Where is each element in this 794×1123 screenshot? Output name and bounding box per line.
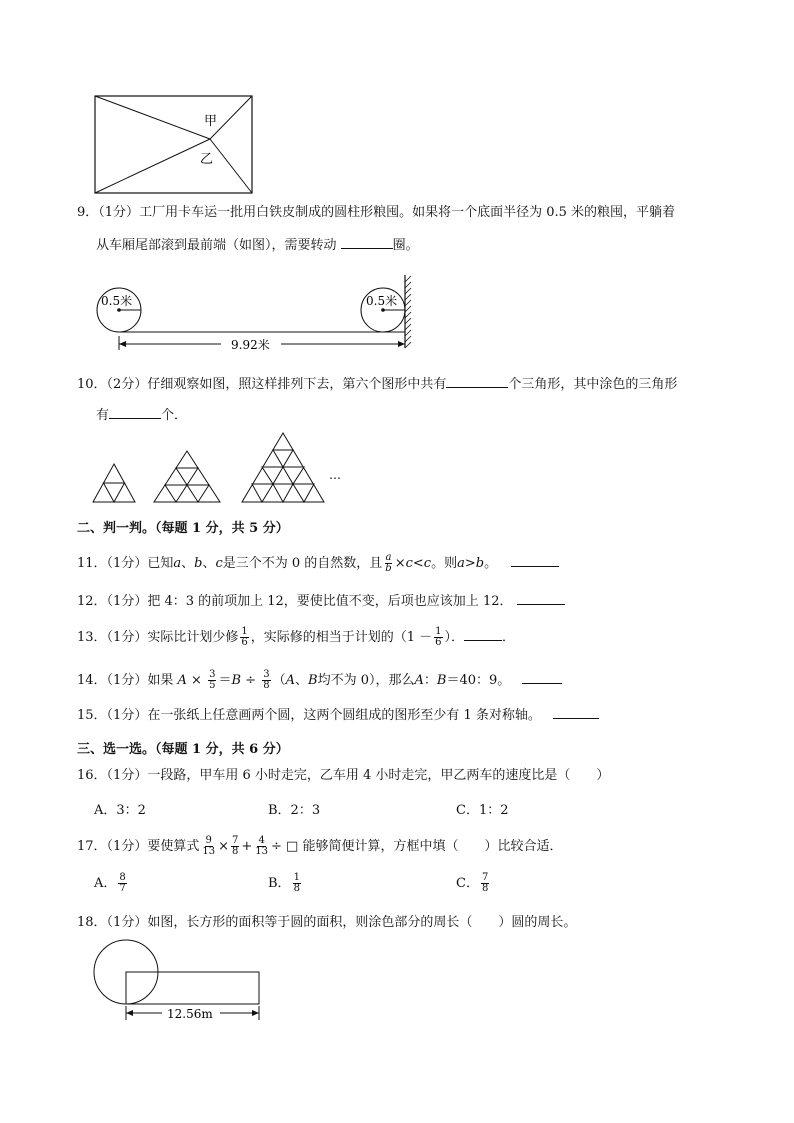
question-9-line-2: 从车厢尾部滚到最前端（如图），需要转动 圈。 xyxy=(96,238,419,253)
label-jia: 甲 xyxy=(204,114,218,129)
rectangle-triangle-figure xyxy=(94,95,254,195)
answer-blank[interactable] xyxy=(511,554,559,567)
circle-rectangle-figure xyxy=(92,938,267,1023)
section-heading-judge: 二、判一判。（每题 1 分，共 5 分） xyxy=(77,521,289,536)
option-c[interactable]: C． $\frac{7}{8}$ xyxy=(456,872,489,894)
answer-blank[interactable] xyxy=(109,406,161,419)
answer-blank[interactable] xyxy=(522,671,562,684)
option-a[interactable]: A． $\frac{8}{7}$ xyxy=(94,872,126,894)
radius-label-left: 0.5米 xyxy=(101,294,133,308)
option-c[interactable]: C．1：2 xyxy=(456,803,509,818)
triangle-pattern-figure xyxy=(92,432,352,507)
question-14: 14．（1分）如果 A × $\frac{3}{5}$ ＝B ÷ $\frac{3}{8}$ （A、B均不为 0），那么A：B＝40：9。 xyxy=(77,670,562,691)
question-11: 11．（1分）已知a、b、c是三个不为 0 的自然数，且 $\frac{a}{b}$ ×c<c。则a>b。 xyxy=(77,553,559,574)
answer-blank[interactable] xyxy=(341,236,393,249)
question-15: 15．（1分）在一张纸上任意画两个圆，这两个圆组成的图形至少有 1 条对称轴。 xyxy=(77,706,599,725)
length-label: 12.56m xyxy=(167,1007,213,1021)
question-17: 17．（1分）要使算式 $\frac{9}{13}$ × $\frac{7}{8}$ + $\frac{4}{13}$ ÷ □ 能够简便计算，方框中填（ ）比较合适． xyxy=(77,835,563,857)
label-yi: 乙 xyxy=(200,152,214,167)
option-b[interactable]: B．2：3 xyxy=(268,803,321,818)
answer-blank[interactable] xyxy=(553,706,599,719)
triangle-pattern-2 xyxy=(154,451,220,502)
radius-label-right: 0.5米 xyxy=(366,294,398,308)
option-a[interactable]: A．3：2 xyxy=(94,803,146,818)
question-10-line-1: 10．（2分）仔细观察如图，照这样排列下去，第六个图形中共有 个三角形，其中涂色的三角形 xyxy=(77,377,678,392)
rolling-cylinder-figure xyxy=(95,272,420,357)
answer-blank[interactable] xyxy=(464,628,502,641)
question-12: 12．（1分）把 4：3 的前项加上 12，要使比值不变，后项也应该加上 12． xyxy=(77,592,565,611)
option-b[interactable]: B． $\frac{1}{8}$ xyxy=(268,872,300,894)
answer-blank[interactable] xyxy=(517,592,565,605)
question-10-line-2: 有 个． xyxy=(96,408,188,423)
length-label: 9.92米 xyxy=(231,338,270,352)
question-16: 16．（1分）一段路，甲车用 6 小时走完，乙车用 4 小时走完，甲乙两车的速度比是（ ） xyxy=(77,768,610,783)
question-18: 18．（1分）如图，长方形的面积等于圆的面积，则涂色部分的周长（ ）圆的周长。 xyxy=(77,915,577,930)
ellipsis: … xyxy=(329,468,341,482)
question-13: 13．（1分）实际比计划少修 $\frac{1}{6}$ ，实际修的相当于计划的（1 － $\frac{1}{6}$ ）． ． xyxy=(77,626,516,648)
triangle-pattern-1 xyxy=(93,464,135,502)
triangle-pattern-3 xyxy=(242,433,324,502)
question-9-line-1: 9．（1分）工厂用卡车运一批用白铁皮制成的圆柱形粮囤。如果将一个底面半径为 0.5 米的粮囤，平躺着 xyxy=(77,205,676,220)
answer-blank[interactable] xyxy=(446,375,508,388)
section-heading-choose: 三、选一选。（每题 1 分，共 6 分） xyxy=(77,742,289,757)
